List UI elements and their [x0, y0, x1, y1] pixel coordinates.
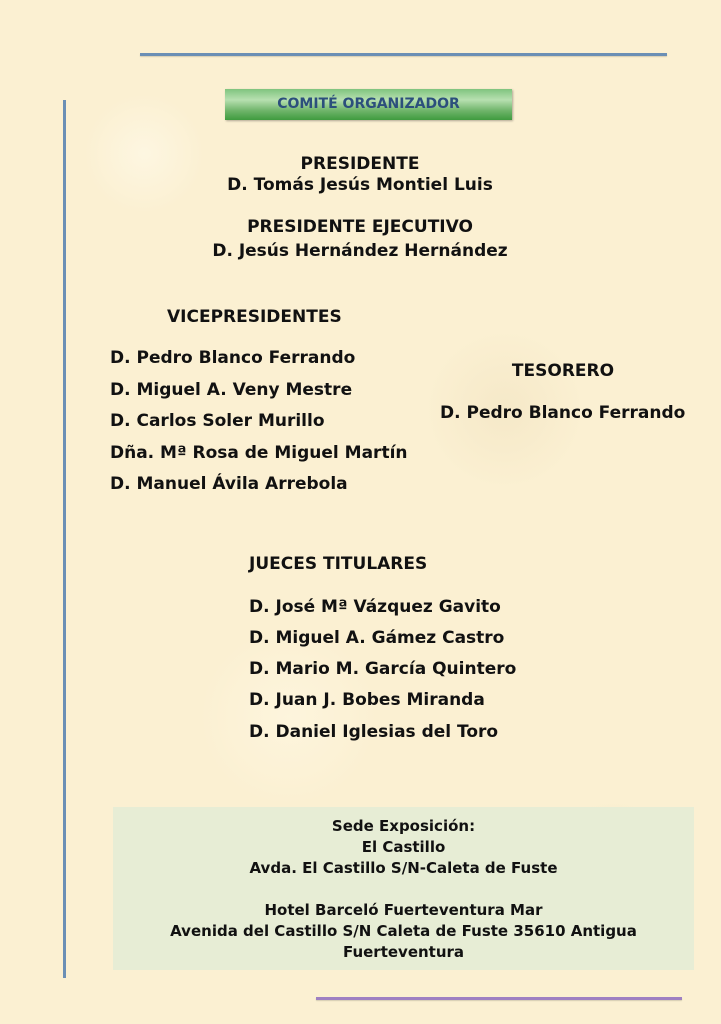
vicepresident-name: D. Miguel A. Veny Mestre [110, 380, 353, 400]
top-divider [140, 53, 667, 56]
hotel-address: Avenida del Castillo S/N Caleta de Fuste 35610 Antigua [170, 922, 637, 940]
executive-president-heading: PRESIDENTE EJECUTIVO [247, 217, 473, 237]
judge-name: D. Miguel A. Gámez Castro [249, 628, 505, 648]
vicepresident-name: D. Carlos Soler Murillo [110, 411, 325, 431]
president-heading: PRESIDENTE [300, 154, 420, 174]
hotel-city: Fuerteventura [342, 943, 465, 961]
judges-heading: JUECES TITULARES [249, 554, 428, 574]
judge-name: D. José Mª Vázquez Gavito [249, 597, 501, 617]
bottom-divider [316, 997, 682, 1000]
judge-name: D. Juan J. Bobes Miranda [249, 690, 485, 710]
judge-name: D. Mario M. García Quintero [249, 659, 517, 679]
executive-president-name: D. Jesús Hernández Hernández [212, 241, 508, 261]
left-divider [63, 100, 66, 978]
committee-banner: COMITÉ ORGANIZADOR [225, 89, 512, 120]
venue-label: Sede Exposición: [331, 817, 476, 835]
venue-address: Avda. El Castillo S/N-Caleta de Fuste [249, 859, 558, 877]
treasurer-name: D. Pedro Blanco Ferrando [440, 403, 686, 423]
vicepresident-name: D. Manuel Ávila Arrebola [110, 474, 348, 494]
judge-name: D. Daniel Iglesias del Toro [249, 722, 499, 742]
treasurer-heading: TESORERO [511, 361, 615, 381]
president-name: D. Tomás Jesús Montiel Luis [227, 175, 493, 195]
vicepresident-name: Dña. Mª Rosa de Miguel Martín [110, 443, 408, 463]
venue-place: El Castillo [361, 838, 446, 856]
vicepresidents-heading: VICEPRESIDENTES [167, 307, 342, 327]
venue-box [113, 807, 694, 970]
hotel-name: Hotel Barceló Fuerteventura Mar [264, 901, 543, 919]
vicepresident-name: D. Pedro Blanco Ferrando [110, 348, 356, 368]
